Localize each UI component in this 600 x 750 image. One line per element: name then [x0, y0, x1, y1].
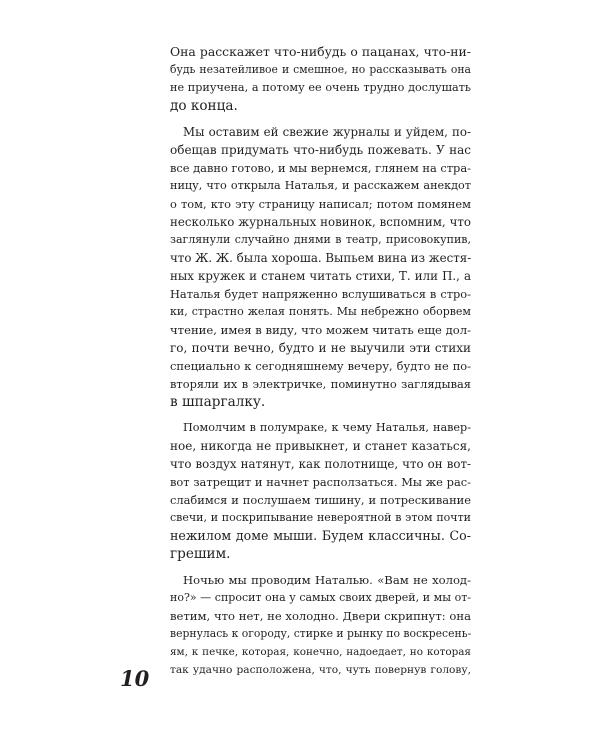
text-line: чтение, имея в виду, что можем читать еще дол- [170, 323, 471, 337]
text-line: вторяли их в электричке, поминутно заглядывая [170, 377, 471, 391]
text-line: свечи, и поскрипывание невероятной в этом почти [170, 511, 471, 524]
text-line: грешим. [170, 546, 231, 562]
text-line: ветим, что нет, не холодно. Двери скрипнут: она [170, 609, 471, 623]
text-line: Ночью мы проводим Наталью. «Вам не холод- [183, 573, 471, 587]
text-line: ное, никогда не привыкнет, и станет казаться, [170, 439, 471, 453]
text-line: слабимся и послушаем тишину, и потрескивание [170, 493, 471, 507]
text-line: Мы оставим ей свежие журналы и уйдем, по- [183, 125, 471, 139]
text-line: все давно готово, и мы вернемся, глянем на стра- [170, 161, 471, 175]
page-number: 10 [120, 666, 150, 691]
text-line: так удачно расположена, что, чуть повернув голову, [170, 664, 471, 676]
text-line: не приучена, а потому ее очень трудно дослушать [170, 81, 471, 94]
text-line: несколько журнальных новинок, вспомним, что [170, 215, 471, 229]
text-line: что Ж. Ж. была хороша. Выпьем вина из жестя- [170, 251, 472, 265]
text-line: в шпаргалку. [170, 394, 266, 410]
text-line: Наталья будет напряженно вслушиваться в стро- [170, 287, 471, 301]
text-line: ных кружек и станем читать стихи, Т. или П., а [170, 269, 471, 283]
text-line: ки, страстно желая понять. Мы небрежно оборвем [170, 305, 471, 318]
text-line: ям, к печке, которая, конечно, надоедает, но которая [170, 646, 471, 658]
text-line: нежилом доме мыши. Будем классичны. Со- [170, 528, 471, 543]
text-line: что воздух натянут, как полотнище, что он вот- [170, 457, 471, 471]
text-line: го, почти вечно, будто и не выучили эти стихи [170, 341, 471, 355]
text-line: будь незатейливое и смешное, но рассказывать она [170, 63, 471, 76]
text-line: специально к сегодняшнему вечеру, будто не по- [170, 359, 471, 373]
text-line: но?» — спросит она у самых своих дверей, и мы от- [170, 591, 471, 604]
text-line: вот затрещит и начнет расползаться. Мы же рас- [170, 475, 471, 489]
text-line: заглянули случайно днями в театр, присовокупив, [170, 233, 471, 246]
text-line: о том, кто эту страницу написал; потом помянем [170, 197, 471, 211]
text-line: обещав придумать что-нибудь пожевать. У нас [170, 143, 471, 157]
text-line: Она расскажет что-нибудь о пацанах, что-ни- [170, 44, 471, 59]
text-line: вернулась к огороду, стирке и рынку по воскресень- [170, 627, 472, 640]
text-line: до конца. [170, 98, 238, 114]
text-line: Помолчим в полумраке, к чему Наталья, навер- [183, 421, 471, 434]
text-line: ницу, что открыла Наталья, и расскажем анекдот [170, 179, 471, 192]
